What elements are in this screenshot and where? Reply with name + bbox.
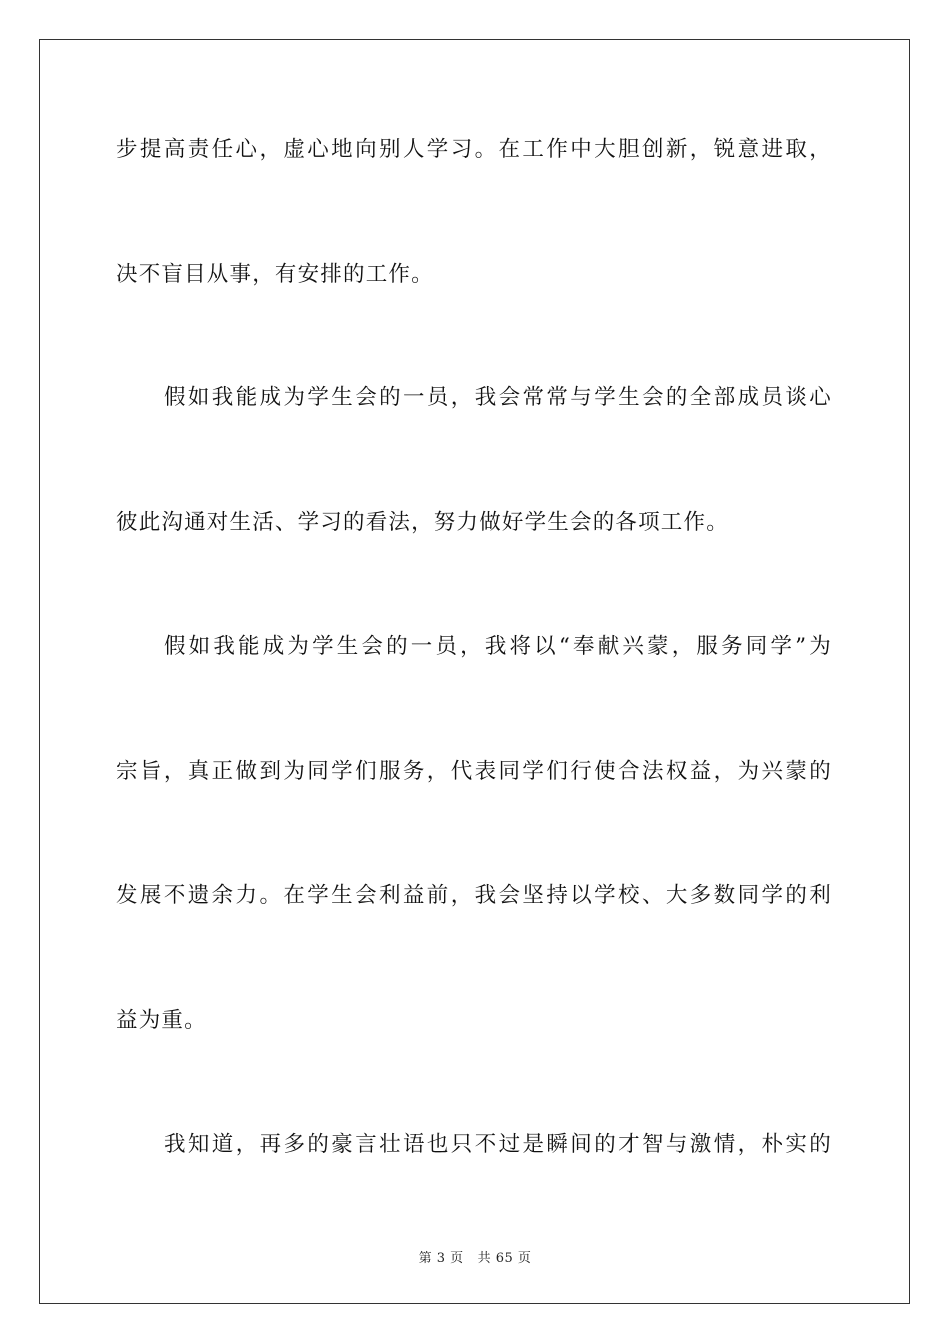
text-line: 决不盲目从事，有安排的工作。 (116, 262, 434, 287)
page-border (39, 39, 910, 1304)
paragraph-first-line: 假如我能成为学生会的一员，我将以“奉献兴蒙，服务同学”为 (164, 634, 832, 659)
total-pages: 共 65 页 (477, 1251, 532, 1266)
page-footer (0, 1247, 950, 1266)
paragraph-first-line: 假如我能成为学生会的一员，我会常常与学生会的全部成员谈心 (164, 385, 832, 410)
page-number: 第 3 页 (418, 1251, 464, 1266)
text-line: 益为重。 (116, 1008, 207, 1033)
paragraph-first-line: 我知道，再多的豪言壮语也只不过是瞬间的才智与激情，朴实的 (164, 1132, 832, 1157)
text-line: 步提高责任心，虚心地向别人学习。在工作中大胆创新，锐意进取， (116, 137, 832, 162)
text-line: 宗旨，真正做到为同学们服务，代表同学们行使合法权益，为兴蒙的 (116, 759, 832, 784)
text-line: 彼此沟通对生活、学习的看法，努力做好学生会的各项工作。 (116, 510, 729, 535)
text-line: 发展不遗余力。在学生会利益前，我会坚持以学校、大多数同学的利 (116, 883, 832, 908)
